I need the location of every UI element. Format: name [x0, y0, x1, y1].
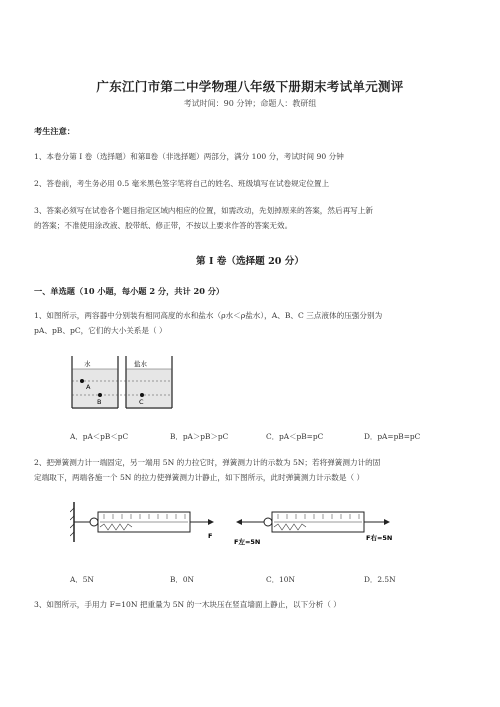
question-3-line-1: 3、如图所示，手用力 F=10N 把重量为 5N 的一木块压在竖直墙面上静止，以下分析（ ）: [34, 600, 341, 609]
left-force-label: F左=5N: [234, 538, 261, 546]
point-a-label: A: [86, 383, 91, 391]
point-c: [140, 393, 144, 397]
water-fill: [72, 369, 118, 407]
pull-force-label: F: [208, 532, 213, 540]
note-item-2: 2、答卷前，考生务必用 0.5 毫米黑色签字笔将自己的姓名、班级填写在试卷规定位置上: [34, 179, 330, 188]
saltwater-fill: [126, 369, 172, 407]
fixed-spring-scale-figure: [70, 498, 235, 548]
q1-option-d: D．pA=pB=pC: [364, 432, 421, 441]
question-1-line-2: pA、pB、pC，它们的大小关系是（ ）: [34, 326, 167, 335]
right-force-label: F右=5N: [366, 534, 393, 542]
container-figure: [70, 354, 180, 412]
q2-option-a: A．5N: [70, 575, 94, 584]
question-2-line-1: 2、把弹簧测力计一端固定，另一端用 5N 的力拉它时，弹簧测力计的示数为 5N；若将弹簧测力计的固: [34, 458, 381, 467]
q1-option-a: A．pA＜pB＜pC: [70, 432, 129, 441]
q1-option-c: C．pA＜pB=pC: [266, 432, 324, 441]
exam-subtitle: 考试时间：90 分钟；命题人：教研组: [183, 99, 317, 108]
point-b-label: B: [97, 398, 102, 406]
q2-option-b: B．0N: [170, 575, 194, 584]
section-title: 第 I 卷（选择题 20 分）: [196, 256, 304, 267]
two-end-spring-scale-figure: [234, 498, 414, 548]
point-a: [80, 379, 84, 383]
point-b: [98, 393, 102, 397]
part-heading: 一、单选题（10 小题，每小题 2 分，共计 20 分）: [34, 286, 225, 296]
point-c-label: C: [139, 398, 144, 406]
water-label: 水: [84, 360, 91, 368]
note-item-1: 1、本卷分第 I 卷（选择题）和第Ⅱ卷（非选择题）两部分，满分 100 分，考试时间 90 分钟: [34, 152, 344, 161]
q2-option-c: C．10N: [266, 575, 295, 584]
q2-option-d: D．2.5N: [364, 575, 396, 584]
exam-title: 广东江门市第二中学物理八年级下册期末考试单元测评: [96, 79, 404, 94]
note-item-3: 3、答案必须写在试卷各个题目指定区域内相应的位置，如需改动，先划掉原来的答案，然后再写上新: [34, 206, 373, 215]
notes-heading: 考生注意：: [34, 126, 75, 136]
question-1-line-1: 1、如图所示，两容器中分别装有相同高度的水和盐水（ρ水＜ρ盐水），A、B、C 三点液体的压强分别为: [34, 311, 383, 320]
question-2-line-2: 定端取下，两端各施一个 5N 的拉力使弹簧测力计静止，如下图所示，此时弹簧测力计示数是（ ）: [34, 473, 365, 482]
q1-option-b: B．pA＞pB＞pC: [170, 432, 229, 441]
note-item-3-cont: 的答案；不准使用涂改液、胶带纸、修正带，不按以上要求作答的答案无效。: [34, 221, 293, 230]
saltwater-label: 盐水: [134, 360, 147, 368]
